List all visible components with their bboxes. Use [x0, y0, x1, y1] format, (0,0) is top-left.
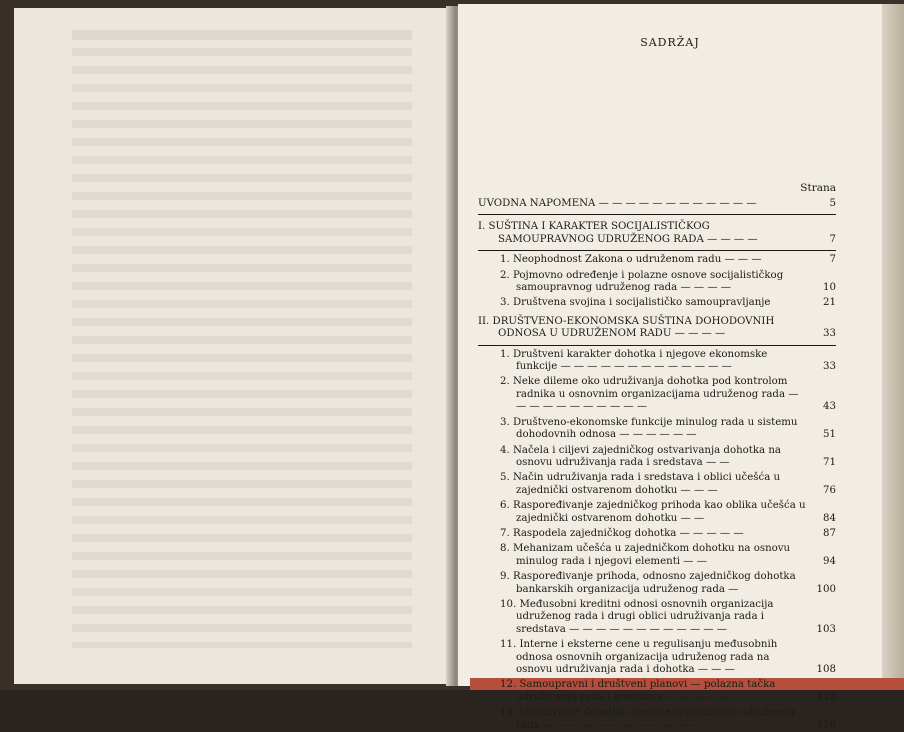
- toc-entry-page-number: 7: [829, 254, 836, 266]
- toc-entry-title: 5. Način udruživanja rada i sredstava i oblici učešća u zajednički ostvarenom dohotku — — —: [500, 472, 781, 496]
- toc-heading: SADRŽAJ: [640, 36, 700, 49]
- toc-section-entry: [478, 543, 836, 568]
- toc-entry-title: 3. Društvena svojina i socijalističko samoupravljanje: [500, 297, 771, 309]
- page-edge: [882, 4, 904, 690]
- toc-section-entry: [478, 528, 836, 540]
- toc-entry-title: 2. Pojmovno određenje i polazne osnove socijalističkog samoupravnog udruženog rada — — — —: [500, 269, 784, 294]
- toc-section-entry: [478, 445, 836, 470]
- toc-entry-title: 2. Neke dileme oko udruživanja dohotka pod kontrolom radnika u osnovnim organizacijama udruženog rada — — — — — — — — — — —: [500, 376, 799, 413]
- toc-entry-title: UVODNA NAPOMENA — — — — — — — — — — — —: [478, 198, 757, 209]
- toc-entry-page-number: 7: [829, 233, 836, 245]
- toc-section-entry: [478, 417, 836, 442]
- toc-entry-page-number: 103: [816, 623, 836, 635]
- toc-section-entry: [478, 599, 836, 636]
- toc-chapter-entry: [478, 221, 836, 246]
- toc-chapter-divider: [478, 345, 836, 346]
- page-column-label: Strana: [800, 182, 836, 194]
- toc-section-entry: [478, 500, 836, 525]
- toc-entry-title: 11. Interne i eksterne cene u regulisanju međusobnih odnosa osnovnih organizacija udruženog rada na osnovu udruživanja rada i dohotka — — —: [500, 639, 778, 675]
- toc-entry-page-number: 51: [823, 429, 836, 441]
- toc-chapter-entry: [478, 316, 836, 341]
- toc-entry-title: 1. Društveni karakter dohotka i njegove ekonomske funkcije — — — — — — — — — — — — —: [500, 348, 768, 373]
- toc-entry-title: 10. Međusobni kreditni odnosi osnovnih organizacija udruženog rada i drugi oblici udruživanja rada i sredstava — — — — — — — — — — — —: [500, 598, 774, 635]
- toc-section-entry: [478, 376, 836, 413]
- toc-section-entry: [478, 297, 836, 309]
- toc-entry-page-number: 33: [823, 328, 836, 340]
- toc-entry-title: 4. Načela i ciljevi zajedničkog ostvarivanja dohotka na osnovu udruživanja rada i sredstava — —: [500, 444, 781, 468]
- toc-section-entry: [478, 472, 836, 497]
- toc-entry-page-number: 71: [823, 456, 836, 468]
- toc-entry-page-number: 10: [823, 282, 836, 294]
- toc-entry-title: 3. Društveno-ekonomske funkcije minulog rada u sistemu dohodovnih odnosa — — — — — —: [500, 416, 798, 441]
- toc-section-entry: [478, 707, 836, 732]
- left-page-bleedthrough-text: [72, 48, 412, 648]
- toc-entry-title: 7. Raspodela zajedničkog dohotka — — — — —: [500, 527, 744, 539]
- toc-section-entry: [478, 571, 836, 596]
- toc-entry-title: 8. Mehanizam učešća u zajedničkom dohotku na osnovu minulog rada i njegovi elementi — —: [500, 543, 791, 567]
- toc-entry-title: II. DRUŠTVENO-EKONOMSKA SUŠTINA DOHODOVNIH ODNOSA U UDRUŽENOM RADU — — — —: [478, 315, 775, 340]
- table-of-contents: [478, 198, 836, 732]
- toc-entry-page-number: 116: [816, 719, 836, 731]
- left-page: [14, 8, 453, 684]
- toc-entry-page-number: 76: [823, 484, 836, 496]
- toc-entry-page-number: 21: [823, 297, 836, 309]
- toc-entry-title: 6. Raspoređivanje zajedničkog prihoda kao oblika učešća u zajednički ostvarenom dohotku — —: [500, 500, 806, 524]
- toc-section-entry: [478, 270, 836, 295]
- toc-section-entry: [478, 679, 836, 704]
- toc-entry-title: 12. Samoupravni i društveni planovi — polazna tačka udruživanja rada i sredstava — — — — —: [500, 679, 776, 703]
- toc-chapter-divider: [478, 250, 836, 251]
- toc-entry-page-number: 100: [816, 583, 836, 595]
- toc-entry-page-number: 113: [816, 691, 836, 703]
- toc-entry-page-number: 108: [816, 664, 836, 675]
- toc-chapter-divider: [478, 214, 836, 215]
- toc-entry-title: 1. Neophodnost Zakona o udruženom radu — — —: [500, 254, 762, 266]
- toc-chapter-entry: [478, 198, 836, 210]
- toc-entry-page-number: 84: [823, 512, 836, 524]
- toc-entry-page-number: 94: [823, 555, 836, 567]
- toc-entry-page-number: 87: [823, 527, 836, 539]
- toc-entry-title: 13. Utvrđivanje dohotka osnovne organizacije udruženog rada — — — — — — — — — — — —: [500, 707, 796, 731]
- toc-entry-title: 9. Raspoređivanje prihoda, odnosno zajedničkog dohotka bankarskih organizacija udruženog rada —: [500, 571, 796, 595]
- toc-entry-page-number: 43: [823, 401, 836, 413]
- toc-section-entry: [478, 254, 836, 266]
- toc-entry-title: I. SUŠTINA I KARAKTER SOCIJALISTIČKOG SAMOUPRAVNOG UDRUŽENOG RADA — — — —: [478, 221, 758, 245]
- toc-section-entry: [478, 639, 836, 676]
- left-page-bleedthrough-header: [72, 30, 412, 40]
- toc-section-entry: [478, 349, 836, 374]
- toc-entry-page-number: 5: [829, 198, 836, 209]
- toc-entry-page-number: 33: [823, 361, 836, 373]
